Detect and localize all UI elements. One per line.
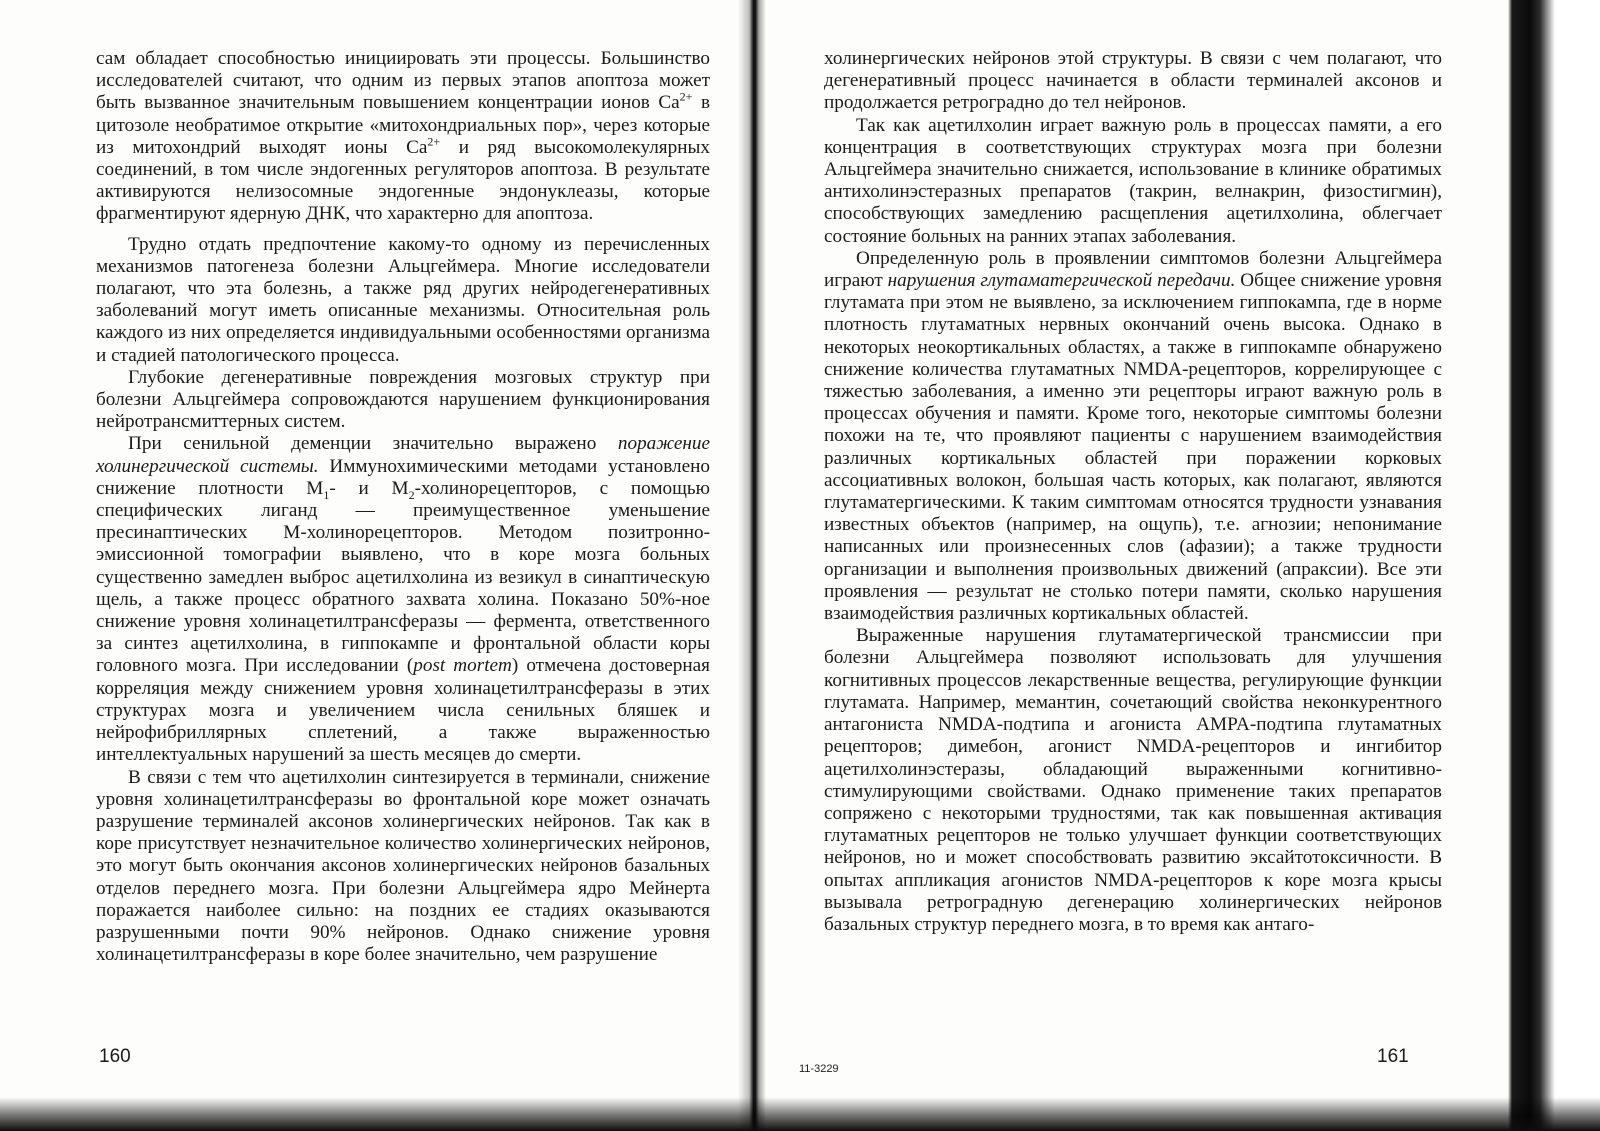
paragraph: холинергических нейронов этой структуры. В связи с чем полагают, что дегенеративный процесс начинается в области терминалей аксонов и продолжается ретроградно до тел нейронов. — [824, 48, 1442, 114]
left-page — [0, 0, 752, 1131]
italic-phrase: post mortem — [413, 655, 512, 677]
italic-phrase: поражение холинергической системы. — [96, 433, 710, 477]
right-page — [756, 0, 1516, 1131]
paragraph: Так как ацетилхолин играет важную роль в процессах памяти, а его концентрация в соответствующих структурах мозга при болезни Альцгеймера значительно снижается, использование в клинике обратимых антихолинэстеразных препаратов (такрин, велнакрин, физостигмин), способствующих замедлению расщепления ацетилхолина, облегчает состояние больных на ранних этапах заболевания. — [824, 114, 1442, 247]
paragraph: Трудно отдать предпочтение какому-то одному из перечисленных механизмов патогенеза болезни Альцгеймера. Многие исследователи полагают, что эта болезнь, а также ряд других нейродегенеративных заболеваний могут иметь описанные механизмы. Относительная роль каждого из них определяется индивидуальными особенностями организма и стадией патологического процесса. — [96, 233, 710, 366]
paragraph: Определенную роль в проявлении симптомов болезни Альцгеймера играют нарушения глутаматергической передачи. Общее снижение уровня глутамата при этом не выявлено, за исключением гиппокампа, где в норме плотность глутаматных нервных окончаний очень высока. Однако в некоторых неокортикальных областях, а также в гиппокампе обнаружено снижение количества глутаматных NMDA-рецепторов, коррелирующее с тяжестью заболевания, а именно эти рецепторы играют важную роль в процессах обучения и памяти. Кроме того, некоторые симптомы болезни похожи на те, что проявляют пациенты с нарушением взаимодействия различных кортикальных областей при поражении корковых ассоциативных волокон, большая часть которых, как полагают, являются глутаматергическими. К таким симптомам относятся трудности узнавания известных объектов (например, на ощупь), т.е. агнозии; непонимание написанных или произнесенных слов (афазии); а также трудности организации и выполнения произвольных движений (апраксии). Все эти проявления — результат не столько потери памяти, сколько нарушения взаимодействия различных кортикальных областей. — [824, 247, 1442, 625]
paragraph: Выраженные нарушения глутаматергической трансмиссии при болезни Альцгеймера позволяют использовать для улучшения когнитивных процессов лекарственные вещества, регулирующие функции глутамата. Например, мемантин, сочетающий свойства неконкурентного антагониста NMDA-подтипа и агониста AMPA-подтипа глутаматных рецепторов; димебон, агонист NMDA-рецепторов и ингибитор ацетилхолинэстеразы, обладающий выраженными когнитивно-стимулирующими свойствами. Однако применение таких препаратов сопряжено с некоторыми трудностями, так как повышенная активация глутаматных рецепторов не только улучшает функции соответствующих нейронов, но и может способствовать развитию эксайтотоксичности. В опытах аппликация агонистов NMDA-рецепторов к коре мозга крысы вызывала ретроградную дегенерацию холинергических нейронов базальных структур переднего мозга, в то время как антаго- — [824, 625, 1442, 935]
right-page-text — [824, 48, 1442, 936]
page-number: 160 — [99, 1046, 131, 1067]
paragraph: сам обладает способностью инициировать эти процессы. Большинство исследователей считают, что одним из первых этапов апоптоза может быть вызванное значительным повышением концентрации ионов $Са^{2+}$ в цитозоле необратимое открытие «митохондриальных пор», через которые из митохондрий выходят ионы $Са^{2+}$ и ряд высокомолекулярных соединений, в том числе эндогенных регуляторов апоптоза. В результате активируются нелизосомные эндогенные эндонуклеазы, которые фрагментируют ядерную ДНК, что характерно для апоптоза. — [96, 48, 710, 225]
bottom-edge-shadow — [0, 1097, 1600, 1131]
page-number: 161 — [1377, 1046, 1409, 1067]
superscript: 2+ — [427, 134, 441, 149]
book-gutter-shadow — [738, 0, 766, 1131]
paragraph: В связи с тем что ацетилхолин синтезируется в терминали, снижение уровня холинацетилтрансферазы во фронтальной коре может означать разрушение терминалей аксонов холинергических нейронов. Так как в коре присутствует незначительное количество холинергических нейронов, это могут быть окончания аксонов холинергических нейронов базальных отделов переднего мозга. При болезни Альцгеймера ядро Мейнерта поражается наиболее сильно: на поздних ее стадиях оказываются разрушенными почти 90% нейронов. Однако снижение уровня холинацетилтрансферазы в коре более значительно, чем разрушение — [96, 766, 710, 966]
printer-signature-mark: 11-3229 — [799, 1063, 839, 1075]
italic-phrase: нарушения глутаматергической передачи. — [887, 270, 1236, 292]
subscript: 2 — [408, 487, 415, 502]
book-edge — [1500, 0, 1600, 1131]
left-page-text — [96, 48, 710, 966]
paragraph: При сенильной деменции значительно выражено поражение холинергической системы. Иммунохимическими методами установлено снижение плотности $М_1-$ и $М_2$-холинорецепторов, с помощью специфических лиганд — преимущественное уменьшение пресинаптических М-холинорецепторов. Методом позитронно-эмиссионной томографии выявлено, что в коре мозга больных существенно замедлен выброс ацетилхолина из везикул в синаптическую щель, а также процесс обратного захвата холина. Показано 50%-ное снижение уровня холинацетилтрансферазы — фермента, ответственного за синтез ацетилхолина, в гиппокампе и фронтальной области коры головного мозга. При исследовании (post mortem) отмечена достоверная корреляция между снижением уровня холинацетилтрансферазы в этих структурах мозга и увеличением числа сенильных бляшек и нейрофибриллярных сплетений, а также выраженностью интеллектуальных нарушений за шесть месяцев до смерти. — [96, 433, 711, 766]
paragraph: Глубокие дегенеративные повреждения мозговых структур при болезни Альцгеймера сопровождаются нарушением функционирования нейротрансмиттерных систем. — [96, 366, 710, 433]
superscript: 2+ — [679, 90, 693, 105]
subscript: 1 — [323, 487, 330, 502]
